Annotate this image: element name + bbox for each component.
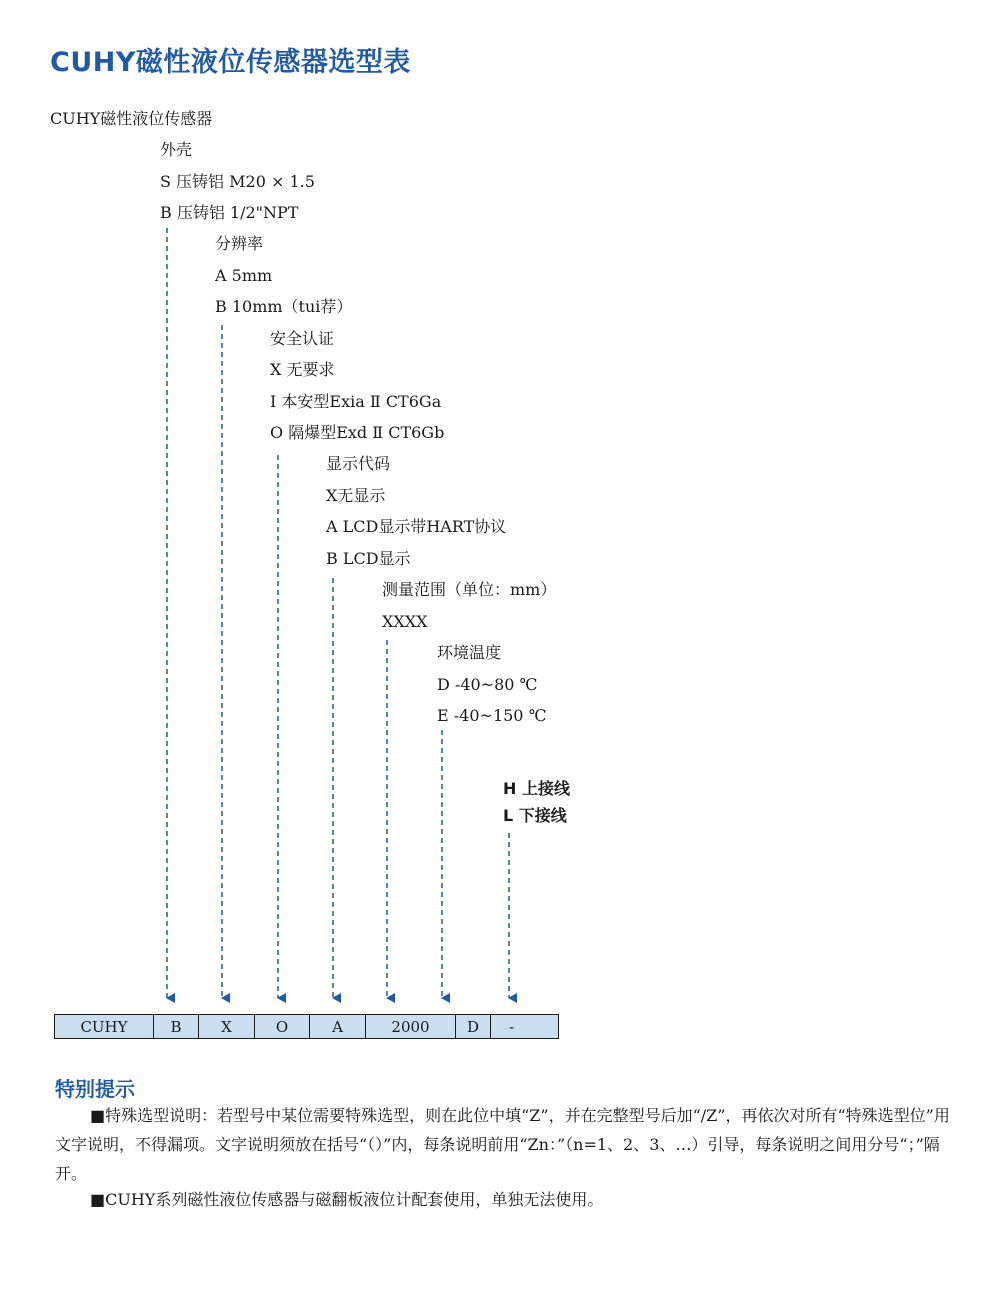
notes-title: 特别提示 (55, 1077, 135, 1101)
code-cell-temperature: D (456, 1015, 491, 1038)
temperature-option-e: E -40~150 ℃ (437, 706, 547, 725)
display-option-b: B LCD显示 (326, 549, 411, 568)
certification-option-i: I 本安型Exia Ⅱ CT6Ga (270, 392, 442, 411)
range-title: 测量范围（单位：mm） (382, 580, 557, 599)
temperature-title: 环境温度 (437, 643, 502, 662)
housing-option-s: S 压铸铝 M20 × 1.5 (160, 172, 315, 191)
display-title: 显示代码 (326, 454, 391, 473)
resolution-title: 分辨率 (215, 234, 264, 253)
code-cell-wiring: - (509, 1017, 515, 1036)
code-cell-display: A (310, 1015, 366, 1038)
code-cell-range: 2000 (366, 1015, 456, 1038)
notes-paragraph-1: ■特殊选型说明：若型号中某位需要特殊选型，则在此位中填“Z”，并在完整型号后加“/Z”，再依次对所有“特殊选型位”用文字说明，不得漏项。文字说明须放在括号“（）”内，每条说明前用“Zn：”（n=1、2、3、…）引导，每条说明之间用分号“；”隔开。 (55, 1106, 950, 1183)
certification-title: 安全认证 (270, 329, 335, 348)
model-code-table (54, 1014, 559, 1039)
temperature-option-d: D -40~80 ℃ (437, 675, 538, 694)
code-cell-series: CUHY (55, 1015, 154, 1038)
housing-title: 外壳 (160, 140, 193, 159)
housing-option-b: B 压铸铝 1/2"NPT (160, 203, 299, 222)
page-title: CUHY磁性液位传感器选型表 (50, 47, 411, 78)
product-name: CUHY磁性液位传感器 (50, 109, 213, 128)
code-cell-resolution: X (199, 1015, 255, 1038)
code-cell-housing: B (154, 1015, 199, 1038)
display-option-x: X无显示 (326, 486, 386, 505)
certification-option-x: X 无要求 (270, 360, 335, 379)
notes-paragraph-2: ■CUHY系列磁性液位传感器与磁翻板液位计配套使用，单独无法使用。 (90, 1190, 604, 1209)
code-cell-certification: O (255, 1015, 310, 1038)
range-option: XXXX (382, 612, 428, 631)
wiring-option-l: L 下接线 (503, 806, 567, 825)
certification-option-o: O 隔爆型Exd Ⅱ CT6Gb (270, 423, 445, 442)
display-option-a: A LCD显示带HART协议 (326, 517, 507, 536)
wiring-option-h: H 上接线 (503, 779, 570, 798)
resolution-option-b: B 10mm（tui荐） (215, 297, 353, 316)
resolution-option-a: A 5mm (215, 266, 273, 285)
